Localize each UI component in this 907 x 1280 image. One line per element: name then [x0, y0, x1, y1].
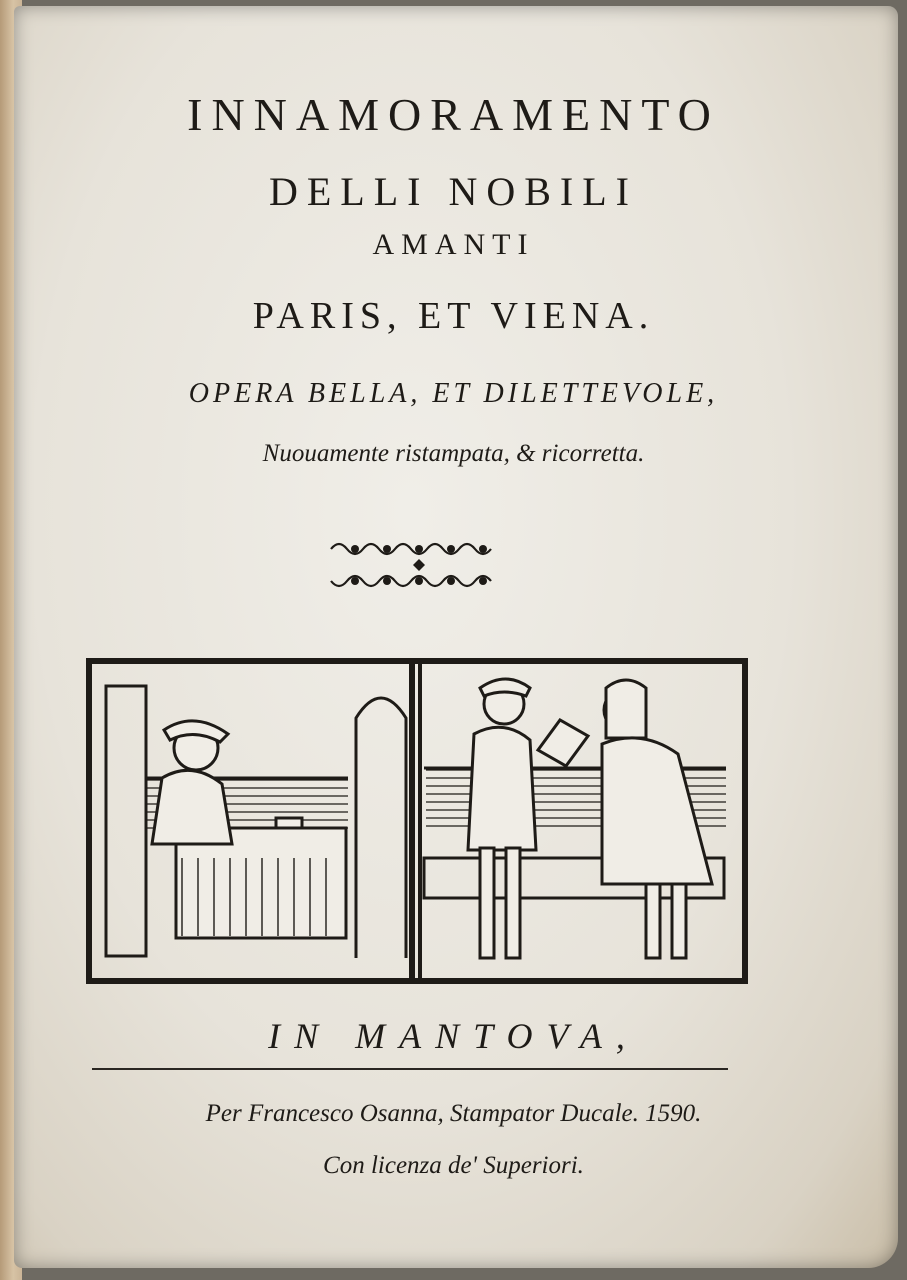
printer-ornament-icon — [325, 535, 505, 597]
title-line-1: INNAMORAMENTO — [187, 89, 720, 140]
subtitle: OPERA BELLA, ET DILETTEVOLE, — [188, 378, 719, 409]
title-line-4: PARIS, ET VIENA. — [252, 295, 655, 337]
title-line-2: DELLI NOBILI — [268, 169, 639, 214]
title-line-3: AMANTI — [372, 228, 535, 261]
place-of-printing: IN MANTOVA, — [268, 1016, 639, 1056]
woodcut-illustration — [86, 658, 748, 984]
horizontal-rule — [92, 1068, 728, 1070]
printer-imprint: Per Francesco Osanna, Stampator Ducale. 1590. — [205, 1100, 702, 1127]
edition-note: Nuouamente ristampata, & ricorretta. — [262, 440, 645, 467]
license-line: Con licenza de' Superiori. — [323, 1152, 584, 1179]
